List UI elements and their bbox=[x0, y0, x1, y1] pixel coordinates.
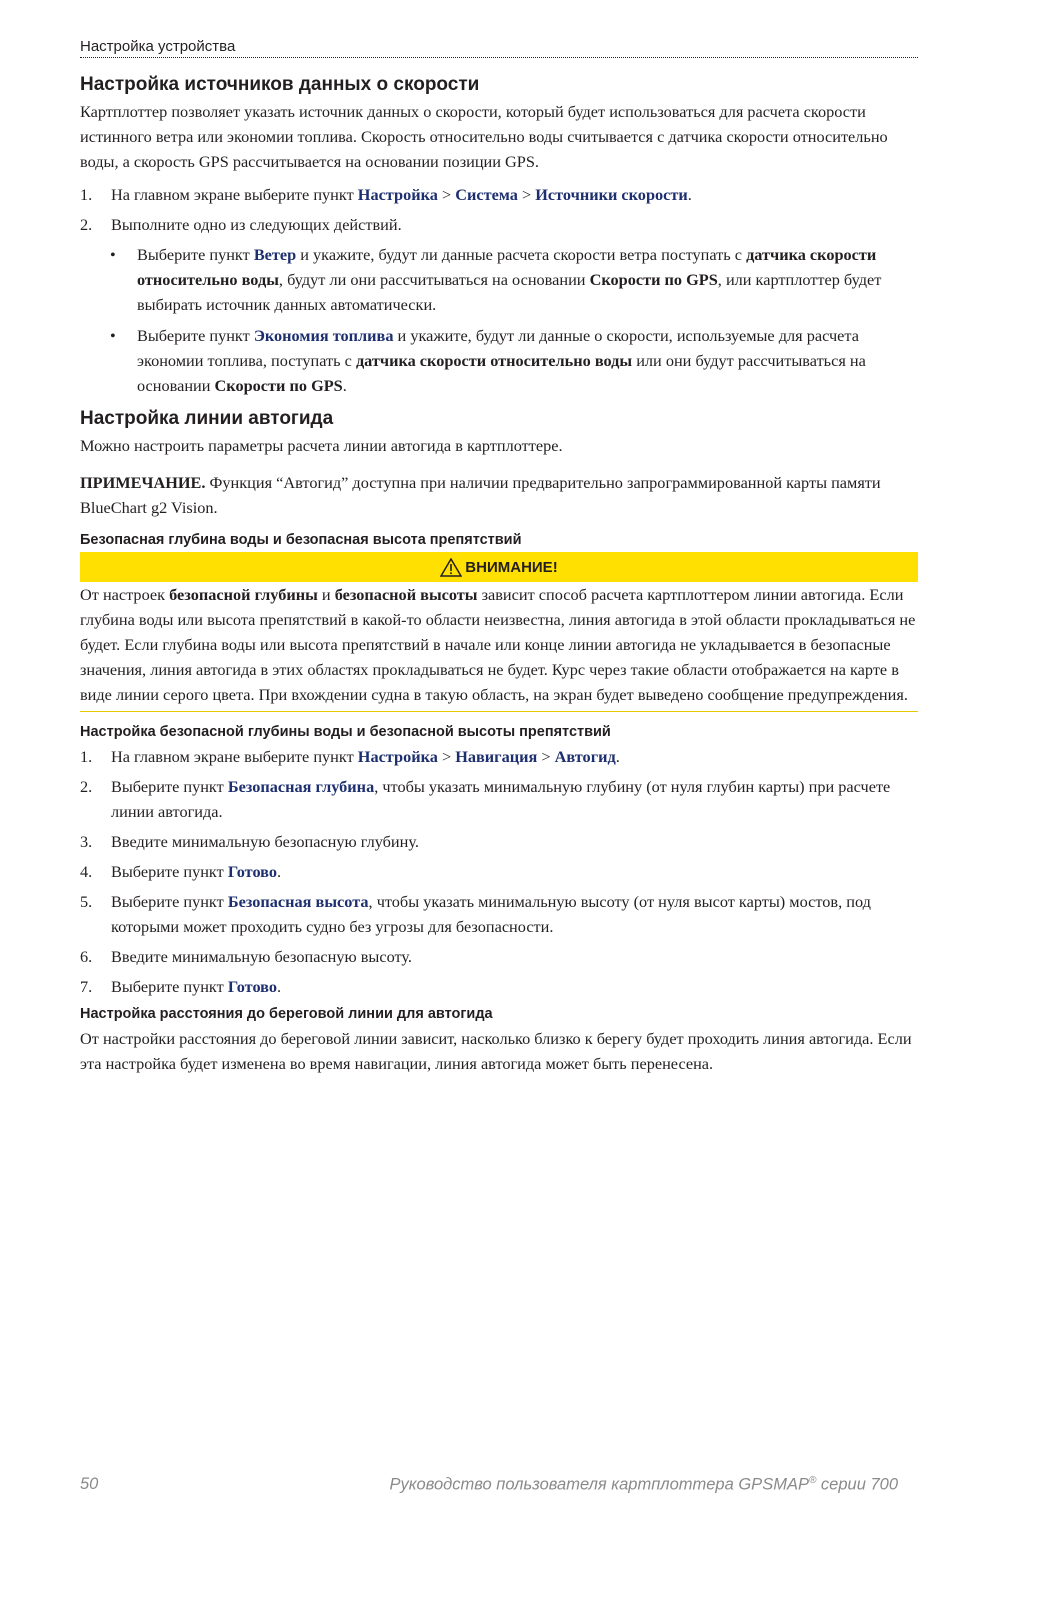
step-item: 2. Выберите пункт Безопасная глубина, чтобы указать минимальную глубину (от нуля глубин карты) при расчете линии автогида. bbox=[80, 777, 891, 821]
running-head: Настройка устройства bbox=[80, 38, 918, 58]
step-item: 7. Выберите пункт Готово. bbox=[80, 977, 282, 996]
step-item: 4. Выберите пункт Готово. bbox=[80, 862, 282, 881]
safe-depth-steps bbox=[80, 744, 918, 999]
manual-title: Руководство пользователя картплоттера GPSMAP® серии 700 bbox=[389, 1475, 898, 1494]
section-title-autoguidance: Настройка линии автогида bbox=[80, 408, 334, 429]
step-item: 2. Выполните одно из следующих действий. bbox=[80, 215, 402, 234]
warning-triangle-icon bbox=[440, 558, 462, 577]
menu-item-fuel-economy[interactable]: Экономия топлива bbox=[253, 326, 394, 345]
bullet-item: • Выберите пункт Ветер и укажите, будут ли данные расчета скорости ветра поступать с датчика скорости относительно воды, будут ли они рассчитываться на основании Скорости по GPS, или картплоттер будет выбирать источник данных автоматически. bbox=[110, 245, 882, 314]
autoguidance-intro: Можно настроить параметры расчета линии автогида в картплоттере. bbox=[80, 436, 563, 455]
speed-sources-options bbox=[80, 242, 918, 398]
subsection-title-set-safe-depth: Настройка безопасной глубины воды и безопасной высоты препятствий bbox=[80, 724, 611, 740]
menu-path-autoguidance[interactable]: Автогид bbox=[554, 747, 616, 766]
speed-sources-intro: Картплоттер позволяет указать источник данных о скорости, который будет использоваться для расчета скорости истинного ветра или экономии топлива. Скорость относительно воды считывается с датчика скорости относительно воды, а скорость GPS рассчитывается на основании позиции GPS. bbox=[80, 102, 888, 171]
menu-item-safe-depth[interactable]: Безопасная глубина bbox=[227, 777, 375, 796]
step-item: 1. На главном экране выберите пункт Настройка > Система > Источники скорости. bbox=[80, 185, 692, 204]
step-item: 3. Введите минимальную безопасную глубину. bbox=[80, 832, 419, 851]
menu-path-setup[interactable]: Настройка bbox=[357, 747, 438, 766]
note-label: ПРИМЕЧАНИЕ. bbox=[80, 473, 206, 492]
warning-banner bbox=[80, 552, 918, 582]
shoreline-distance-text: От настройки расстояния до береговой линии зависит, насколько близко к берегу будет проходить линия автогида. Если эта настройка будет изменена во время навигации, линия автогида может быть перенесена. bbox=[80, 1029, 912, 1073]
menu-path-speed-sources[interactable]: Источники скорости bbox=[535, 185, 688, 204]
menu-item-done[interactable]: Готово bbox=[227, 977, 278, 996]
menu-item-safe-height[interactable]: Безопасная высота bbox=[227, 892, 369, 911]
autoguidance-note: ПРИМЕЧАНИЕ. Функция “Автогид” доступна при наличии предварительно запрограммированной карты памяти BlueChart g2 Vision. bbox=[80, 473, 881, 517]
warning-text-block bbox=[80, 582, 918, 712]
step-item: 5. Выберите пункт Безопасная высота, чтобы указать минимальную высоту (от нуля высот карты) мостов, под которыми может проходить судно без угрозы для безопасности. bbox=[80, 892, 871, 936]
section-title-speed-sources: Настройка источников данных о скорости bbox=[80, 74, 480, 95]
menu-item-done[interactable]: Готово bbox=[227, 862, 278, 881]
menu-path-setup[interactable]: Настройка bbox=[357, 185, 438, 204]
warning-label: ВНИМАНИЕ! bbox=[465, 558, 558, 576]
warning-text: От настроек безопасной глубины и безопасной высоты зависит способ расчета картплоттером линии автогида. Если глубина воды или высота препятствий в какой-то области неизвестна, линия автогида в этой области прокладываться не будет. Если глубина воды или высота препятствий в начале или конце линии автогида не укладывается в безопасные значения, линия автогида в этих областях прокладываться не будет. Курс через такие области отображается на карте в виде линии серого цвета. При вхождении судна в такую область, на экран будет выведено сообщение предупреждения. bbox=[80, 585, 916, 704]
bullet-item: • Выберите пункт Экономия топлива и укажите, будут ли данные о скорости, используемые для расчета экономии топлива, поступать с датчика скорости относительно воды или они будут рассчитываться на основании Скорости по GPS. bbox=[110, 326, 866, 395]
menu-path-system[interactable]: Система bbox=[455, 185, 518, 204]
subsection-title-safe-depth: Безопасная глубина воды и безопасная высота препятствий bbox=[80, 532, 522, 548]
step-item: 6. Введите минимальную безопасную высоту. bbox=[80, 947, 412, 966]
page-content bbox=[80, 74, 918, 1076]
menu-path-navigation[interactable]: Навигация bbox=[455, 747, 538, 766]
subsection-title-shoreline-distance: Настройка расстояния до береговой линии для автогида bbox=[80, 1006, 493, 1022]
menu-item-wind[interactable]: Ветер bbox=[253, 245, 297, 264]
page-number: 50 bbox=[80, 1475, 99, 1493]
step-item: 1. На главном экране выберите пункт Настройка > Навигация > Автогид. bbox=[80, 747, 620, 766]
speed-sources-steps bbox=[80, 182, 918, 237]
